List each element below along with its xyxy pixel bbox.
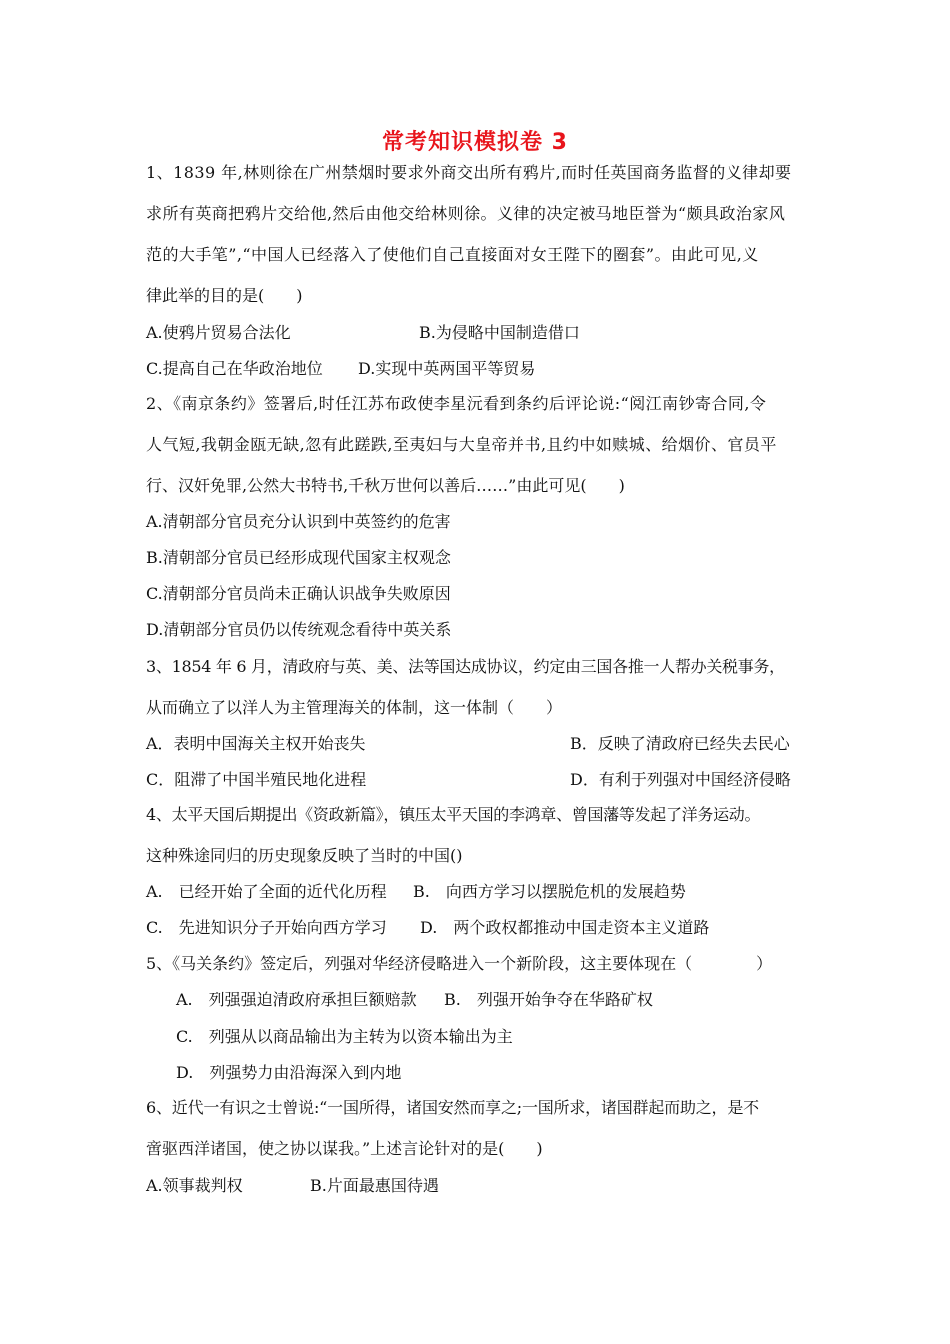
question-3-option-d: D．有利于列强对中国经济侵略 [570,770,791,789]
question-4-option-b: B. 向西方学习以摆脱危机的发展趋势 [413,882,686,901]
question-2-option-c: C.清朝部分官员尚未正确认识战争失败原因 [146,584,451,603]
question-1-option-d: D.实现中英两国平等贸易 [358,359,536,378]
question-6-stem-line: 6、近代一有识之士曾说:“一国所得，诸国安然而享之;一国所求，诸国群起而助之，是不 [146,1098,759,1117]
question-1-option-a: A.使鸦片贸易合法化 [146,323,291,342]
question-4-stem-line: 这种殊途同归的历史现象反映了当时的中国() [146,846,463,865]
question-5-option-c: C. 列强从以商品输出为主转为以资本输出为主 [176,1027,513,1046]
question-4-option-d: D. 两个政权都推动中国走资本主义道路 [420,918,710,937]
question-2-stem-line: 人气短,我朝金瓯无缺,忽有此蹉跌,至夷妇与大皇帝并书,且约中如赎城、给烟价、官员平 [146,435,777,454]
question-1-stem-line: 范的大手笔”,“中国人已经落入了使他们自己直接面对女王陛下的圈套”。由此可见,义 [146,245,759,264]
question-2-stem-line: 行、汉奸免罪,公然大书特书,千秋万世何以善后……”由此可见( ) [146,476,625,495]
question-3-option-c: C．阻滞了中国半殖民地化进程 [146,770,367,789]
question-1-option-c: C.提高自己在华政治地位 [146,359,323,378]
question-2-option-a: A.清朝部分官员充分认识到中英签约的危害 [146,512,451,531]
question-4-option-a: A. 已经开始了全面的近代化历程 [146,882,387,901]
question-1-option-b: B.为侵略中国制造借口 [419,323,580,342]
question-3-stem-line: 从而确立了以洋人为主管理海关的体制，这一体制（ ） [146,698,563,717]
question-6-option-b: B.片面最惠国待遇 [310,1176,439,1195]
question-6-stem-line: 啻驱西洋诸国，使之协以谋我。”上述言论针对的是( ) [146,1139,543,1158]
question-1-stem-line: 1、1839 年,林则徐在广州禁烟时要求外商交出所有鸦片,而时任英国商务监督的义律却要 [146,163,792,182]
question-1-stem-line: 律此举的目的是( ) [146,286,303,305]
question-5-stem-line: 5、《马关条约》签定后，列强对华经济侵略进入一个新阶段，这主要体现在（ ） [146,954,773,973]
question-3-option-b: B．反映了清政府已经失去民心 [570,734,790,753]
question-2-stem-line: 2、《南京条约》签署后,时任江苏布政使李星沅看到条约后评论说:“阅江南钞寄合同,令 [146,394,767,413]
question-2-option-d: D.清朝部分官员仍以传统观念看待中英关系 [146,620,452,639]
question-4-stem-line: 4、太平天国后期提出《资政新篇》，镇压太平天国的李鸿章、曾国藩等发起了洋务运动。 [146,805,761,824]
question-3-option-a: A．表明中国海关主权开始丧失 [146,734,366,753]
question-3-stem-line: 3、1854 年 6 月，清政府与英、美、法等国达成协议，约定由三国各推一人帮办关税事务， [146,657,785,676]
question-5-option-d: D. 列强势力由沿海深入到内地 [176,1063,402,1082]
question-2-option-b: B.清朝部分官员已经形成现代国家主权观念 [146,548,451,567]
question-5-option-b: B. 列强开始争夺在华路矿权 [444,990,653,1009]
question-5-option-a: A. 列强强迫清政府承担巨额赔款 [176,990,417,1009]
question-1-stem-line: 求所有英商把鸦片交给他,然后由他交给林则徐。义律的决定被马地臣誉为“颇具政治家风 [146,204,786,223]
page-title: 常考知识模拟卷 3 [382,130,568,155]
question-4-option-c: C. 先进知识分子开始向西方学习 [146,918,387,937]
question-6-option-a: A.领事裁判权 [146,1176,243,1195]
